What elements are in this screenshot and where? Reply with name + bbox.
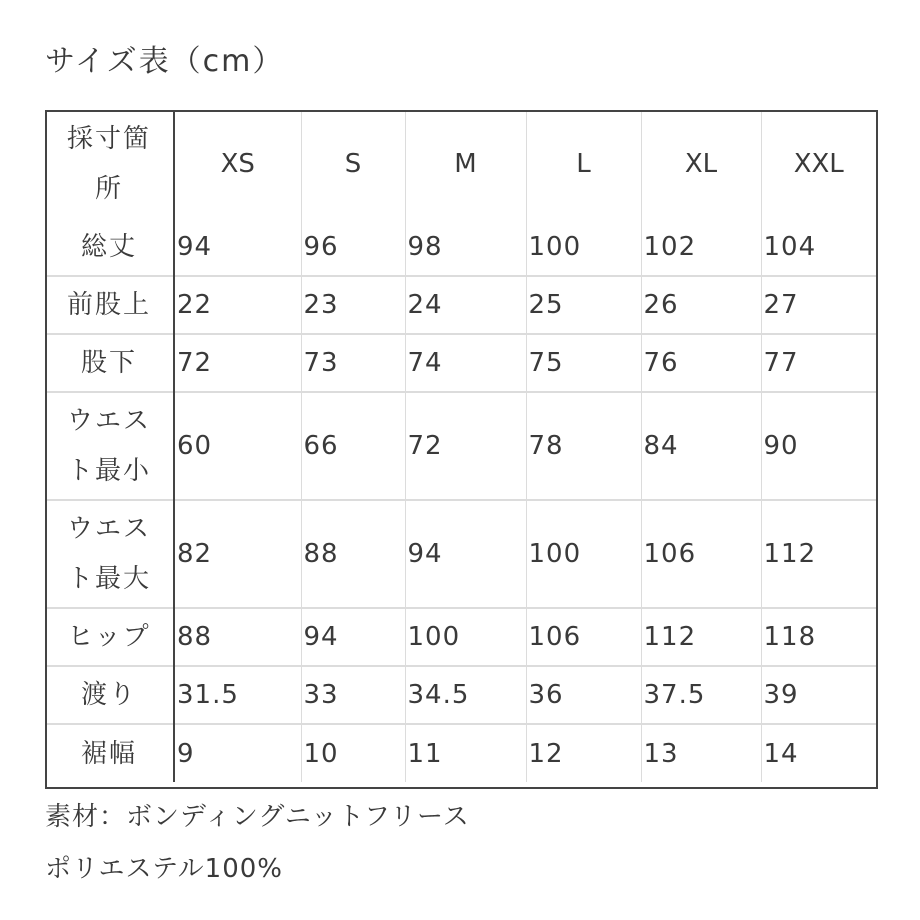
size-value-cell: 112 xyxy=(761,500,876,608)
size-value-cell: 72 xyxy=(174,334,301,392)
size-value-cell: 118 xyxy=(761,608,876,666)
size-header-s: S xyxy=(301,110,405,218)
row-label-line: 総丈 xyxy=(80,231,137,262)
table-row xyxy=(45,334,876,392)
table-row xyxy=(45,608,876,666)
size-value-cell: 36 xyxy=(526,666,641,724)
size-value-cell: 75 xyxy=(526,334,641,392)
row-label xyxy=(45,218,174,276)
table-header-row xyxy=(45,110,876,218)
size-value-cell: 100 xyxy=(405,608,526,666)
page-title: サイズ表（cm） xyxy=(45,44,285,79)
size-value-cell: 39 xyxy=(761,666,876,724)
size-header-xxl: XXL xyxy=(761,110,876,218)
row-label xyxy=(45,608,174,666)
size-value-cell: 82 xyxy=(174,500,301,608)
corner-header xyxy=(45,110,174,218)
table-row xyxy=(45,724,876,782)
row-label-line: ウエス xyxy=(66,406,151,436)
material-note: 素材：ボンディングニットフリース xyxy=(45,802,470,832)
size-value-cell: 26 xyxy=(641,276,761,334)
size-value-cell: 12 xyxy=(526,724,641,782)
size-value-cell: 112 xyxy=(641,608,761,666)
corner-header-line: 採寸箇 xyxy=(66,124,151,154)
size-value-cell: 34.5 xyxy=(405,666,526,724)
size-value-cell: 78 xyxy=(526,392,641,500)
size-header-xs: XS xyxy=(174,110,301,218)
size-header-l: L xyxy=(526,110,641,218)
size-value-cell: 94 xyxy=(174,218,301,276)
size-value-cell: 9 xyxy=(174,724,301,782)
size-value-cell: 104 xyxy=(761,218,876,276)
table-row xyxy=(45,392,876,500)
size-value-cell: 106 xyxy=(641,500,761,608)
composition-note: ポリエステル100% xyxy=(45,854,283,884)
size-header-xl: XL xyxy=(641,110,761,218)
size-value-cell: 22 xyxy=(174,276,301,334)
row-label-line: 渡り xyxy=(80,680,137,710)
row-label xyxy=(45,500,174,608)
size-value-cell: 11 xyxy=(405,724,526,782)
row-label xyxy=(45,334,174,392)
row-label-line: 裾幅 xyxy=(80,738,137,769)
size-value-cell: 72 xyxy=(405,392,526,500)
size-value-cell: 10 xyxy=(301,724,405,782)
row-label-line: 前股上 xyxy=(66,290,151,320)
size-header-m: M xyxy=(405,110,526,218)
size-value-cell: 14 xyxy=(761,724,876,782)
size-value-cell: 77 xyxy=(761,334,876,392)
size-value-cell: 100 xyxy=(526,500,641,608)
size-value-cell: 76 xyxy=(641,334,761,392)
size-value-cell: 37.5 xyxy=(641,666,761,724)
table-row xyxy=(45,500,876,608)
row-label-line: ヒップ xyxy=(67,622,151,652)
size-value-cell: 25 xyxy=(526,276,641,334)
row-label xyxy=(45,666,174,724)
size-value-cell: 74 xyxy=(405,334,526,392)
size-value-cell: 88 xyxy=(301,500,405,608)
size-value-cell: 73 xyxy=(301,334,405,392)
size-value-cell: 60 xyxy=(174,392,301,500)
size-value-cell: 106 xyxy=(526,608,641,666)
row-label xyxy=(45,276,174,334)
size-value-cell: 66 xyxy=(301,392,405,500)
corner-header-line: 所 xyxy=(94,174,123,204)
size-value-cell: 94 xyxy=(301,608,405,666)
size-value-cell: 33 xyxy=(301,666,405,724)
size-value-cell: 90 xyxy=(761,392,876,500)
row-label xyxy=(45,724,174,782)
size-value-cell: 24 xyxy=(405,276,526,334)
size-value-cell: 13 xyxy=(641,724,761,782)
row-label-line: ウエス xyxy=(66,514,151,544)
size-table xyxy=(45,110,876,782)
size-value-cell: 100 xyxy=(526,218,641,276)
size-value-cell: 94 xyxy=(405,500,526,608)
table-row xyxy=(45,276,876,334)
size-value-cell: 31.5 xyxy=(174,666,301,724)
size-value-cell: 102 xyxy=(641,218,761,276)
size-value-cell: 96 xyxy=(301,218,405,276)
size-value-cell: 84 xyxy=(641,392,761,500)
size-value-cell: 98 xyxy=(405,218,526,276)
table-row xyxy=(45,218,876,276)
table-row xyxy=(45,666,876,724)
size-value-cell: 23 xyxy=(301,276,405,334)
row-label xyxy=(45,392,174,500)
row-label-line: ト最大 xyxy=(66,564,151,594)
row-label-line: ト最小 xyxy=(66,456,151,486)
row-label-line: 股下 xyxy=(80,348,137,378)
size-value-cell: 88 xyxy=(174,608,301,666)
size-value-cell: 27 xyxy=(761,276,876,334)
